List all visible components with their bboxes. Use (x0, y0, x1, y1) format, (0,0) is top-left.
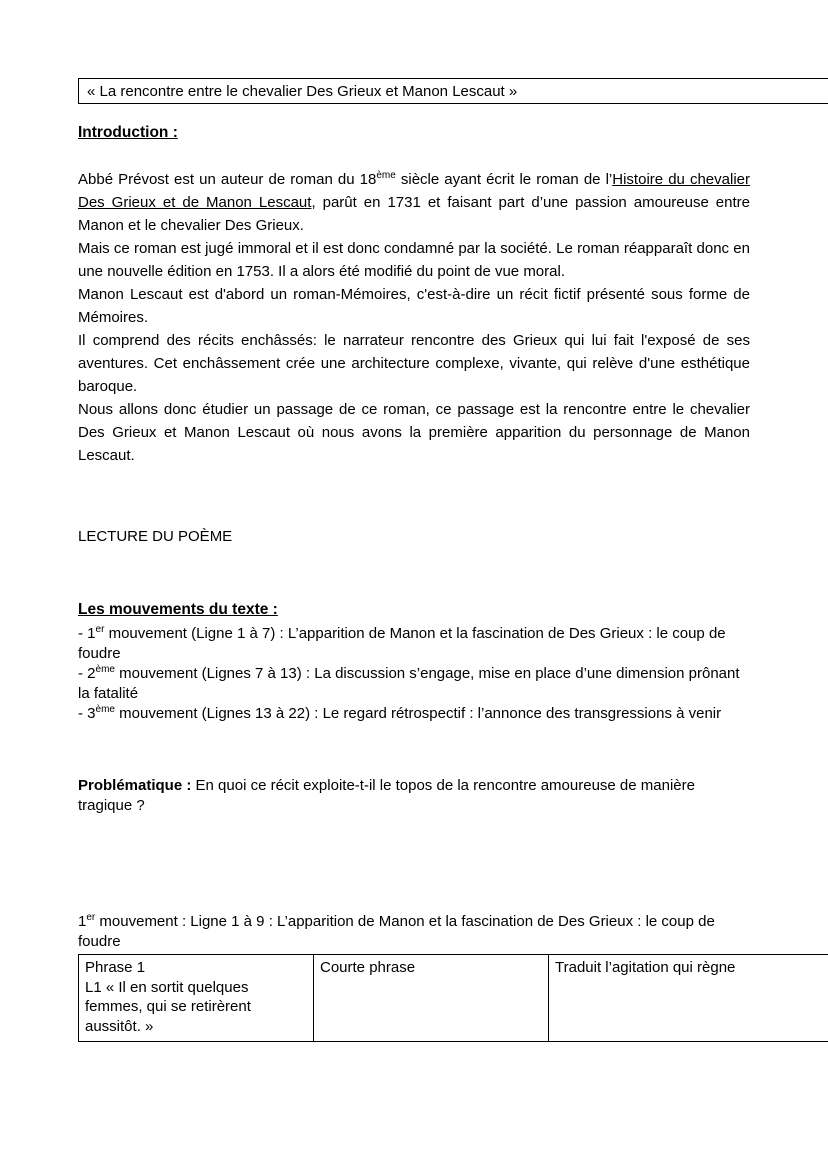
text-segment: - 3 (78, 705, 96, 722)
movement1-heading (78, 912, 750, 952)
intro-paragraph-2: Mais ce roman est jugé immoral et il est donc condamné par la société. Le roman réapparaît donc en une nouvelle édition en 1753. Il a alors été modifié du point de vue moral. (78, 240, 750, 280)
underlined-book-title: Histoire du chevalier Des Grieux et de Manon Lescaut (78, 171, 750, 211)
superscript: ème (95, 664, 115, 675)
mouvements-heading: Les mouvements du texte : (78, 601, 278, 618)
lecture-heading: LECTURE DU POÈME (78, 528, 233, 545)
mouvement-item-1 (78, 624, 750, 664)
mouvements-list (78, 624, 750, 724)
intro-paragraph-1 (78, 168, 750, 237)
superscript: er (95, 624, 105, 635)
text-segment: mouvement (Ligne 1 à 7) : L’apparition de Manon et la fascination de Des Grieux : le coup de foudre (78, 625, 726, 662)
analysis-table (78, 954, 828, 1042)
problematique-label: Problématique : (78, 777, 192, 794)
intro-paragraph-3: Manon Lescaut est d'abord un roman-Mémoires, c'est-à-dire un récit fictif présenté sous forme de Mémoires. (78, 286, 750, 326)
text-segment: mouvement (Lignes 7 à 13) : La discussion s’engage, mise en place d’une dimension prônant la fatalité (78, 665, 740, 702)
mouvement-item-2 (78, 664, 750, 704)
text-segment: , parût en 1731 et faisant part d’une passion amoureuse entre Manon et le chevalier Des Grieux. (78, 194, 750, 234)
intro-paragraph-5: Nous allons donc étudier un passage de ce roman, ce passage est la rencontre entre le chevalier Des Grieux et Manon Lescaut où nous avons la première apparition du personnage de Manon Lescaut. (78, 401, 750, 464)
text-segment: 1 (78, 913, 87, 930)
text-segment: siècle ayant écrit le roman de l’ (395, 171, 613, 188)
title-box (78, 78, 828, 104)
table-row (79, 955, 828, 1042)
mouvement-item-3 (78, 704, 750, 724)
table-cell-analysis: Courte phrase (314, 955, 549, 1042)
document-content (78, 78, 828, 1042)
document-title: « La rencontre entre le chevalier Des Grieux et Manon Lescaut » (87, 83, 518, 100)
superscript: ème (95, 704, 115, 715)
text-segment: mouvement (Lignes 13 à 22) : Le regard rétrospectif : l’annonce des transgressions à venir (114, 705, 722, 722)
phrase-label: Phrase 1 (85, 959, 146, 976)
intro-paragraph-4: Il comprend des récits enchâssés: le narrateur rencontre des Grieux qui lui fait l'exposé de ses aventures. Cet enchâssement crée une architecture complexe, vivante, qui relève d'une esthétique baroque. (78, 332, 750, 395)
problematique-text: En quoi ce récit exploite-t-il le topos de la rencontre amoureuse de manière tragique ? (78, 777, 695, 814)
problematique (78, 776, 750, 816)
text-segment: - 2 (78, 665, 96, 682)
phrase-quote: L1 « Il en sortit quelques femmes, qui se retirèrent aussitôt. » (85, 978, 251, 1035)
text-segment: - 1 (78, 625, 96, 642)
introduction-body (78, 168, 750, 467)
superscript: er (86, 912, 96, 923)
text-segment: Abbé Prévost est un auteur de roman du 18 (78, 171, 377, 188)
table-cell-phrase (79, 955, 314, 1042)
table-cell-interpretation: Traduit l’agitation qui règne (549, 955, 828, 1042)
introduction-heading: Introduction : (78, 124, 178, 141)
text-segment: mouvement : Ligne 1 à 9 : L’apparition de Manon et la fascination de Des Grieux : le coup de foudre (78, 913, 715, 950)
superscript: ème (376, 170, 396, 181)
